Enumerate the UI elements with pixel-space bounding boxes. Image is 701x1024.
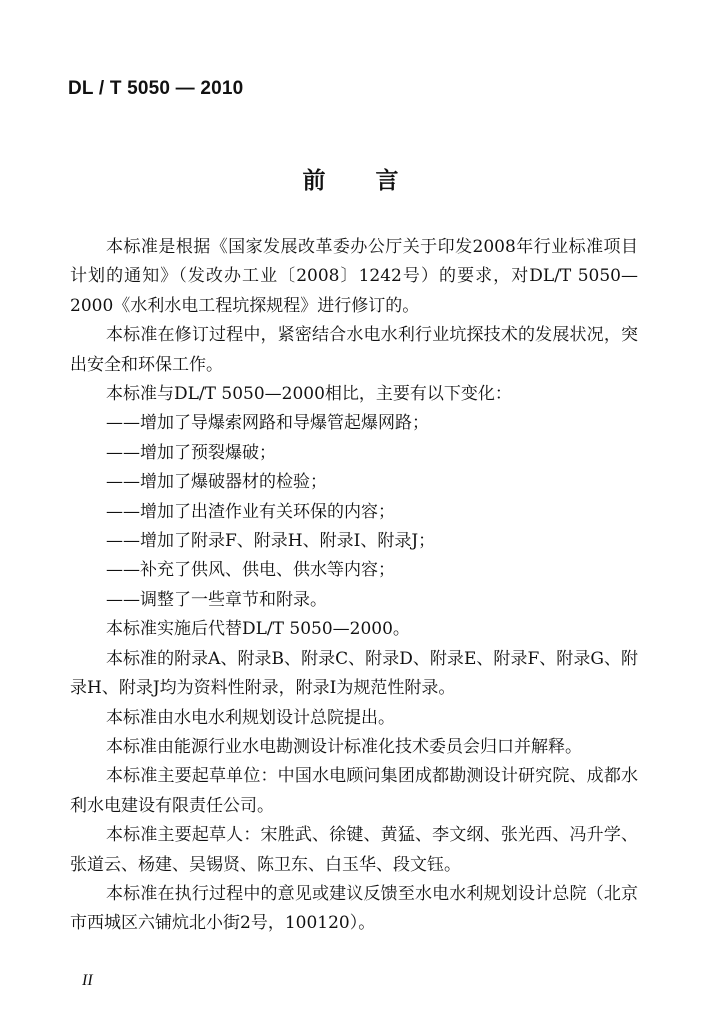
change-item: ——调整了一些章节和附录。 xyxy=(106,589,327,610)
standard-code-header: DL / T 5050 — 2010 xyxy=(68,78,244,99)
change-item: ——增加了导爆索网路和导爆管起爆网路； xyxy=(106,413,429,434)
paragraph-feedback: 本标准在执行过程中的意见或建议反馈至水电水利规划设计总院（北京市西城区六铺炕北小街2号，100120）。 xyxy=(70,883,638,934)
paragraph-proposer: 本标准由水电水利规划设计总院提出。 xyxy=(106,707,395,728)
change-item: ——增加了附录F、附录H、附录I、附录J； xyxy=(106,531,436,552)
page-title: 前言 xyxy=(302,168,449,194)
paragraph-basis: 本标准是根据《国家发展改革委办公厅关于印发2008年行业标准项目计划的通知》（发改办工业〔2008〕1242号）的要求，对DL/T 5050—2000《水利水电工程坑探规程》进行修订的。 xyxy=(70,237,638,316)
paragraph-drafters: 本标准主要起草人：宋胜武、徐键、黄猛、李文纲、张光西、冯升学、张道云、杨建、吴锡贤、陈卫东、白玉华、段文钰。 xyxy=(70,825,638,875)
foreword-body xyxy=(70,233,638,939)
paragraph-revision-process: 本标准在修订过程中，紧密结合水电水利行业坑探技术的发展状况，突出安全和环保工作。 xyxy=(70,325,638,375)
change-item: ——增加了预裂爆破； xyxy=(106,442,276,463)
page-number: II xyxy=(82,972,93,989)
change-item: ——增加了出渣作业有关环保的内容； xyxy=(106,501,395,522)
change-item: ——增加了爆破器材的检验； xyxy=(106,472,327,493)
change-item: ——补充了供风、供电、供水等内容； xyxy=(106,560,395,581)
paragraph-replacement: 本标准实施后代替DL/T 5050—2000。 xyxy=(106,619,410,640)
paragraph-drafting-units: 本标准主要起草单位：中国水电顾问集团成都勘测设计研究院、成都水利水电建设有限责任公司。 xyxy=(70,766,638,816)
paragraph-changes-intro: 本标准与DL/T 5050—2000相比，主要有以下变化： xyxy=(106,384,512,405)
paragraph-committee: 本标准由能源行业水电勘测设计标准化技术委员会归口并解释。 xyxy=(106,736,582,757)
paragraph-appendices: 本标准的附录A、附录B、附录C、附录D、附录E、附录F、附录G、附录H、附录J均为资料性附录，附录I为规范性附录。 xyxy=(70,648,638,699)
